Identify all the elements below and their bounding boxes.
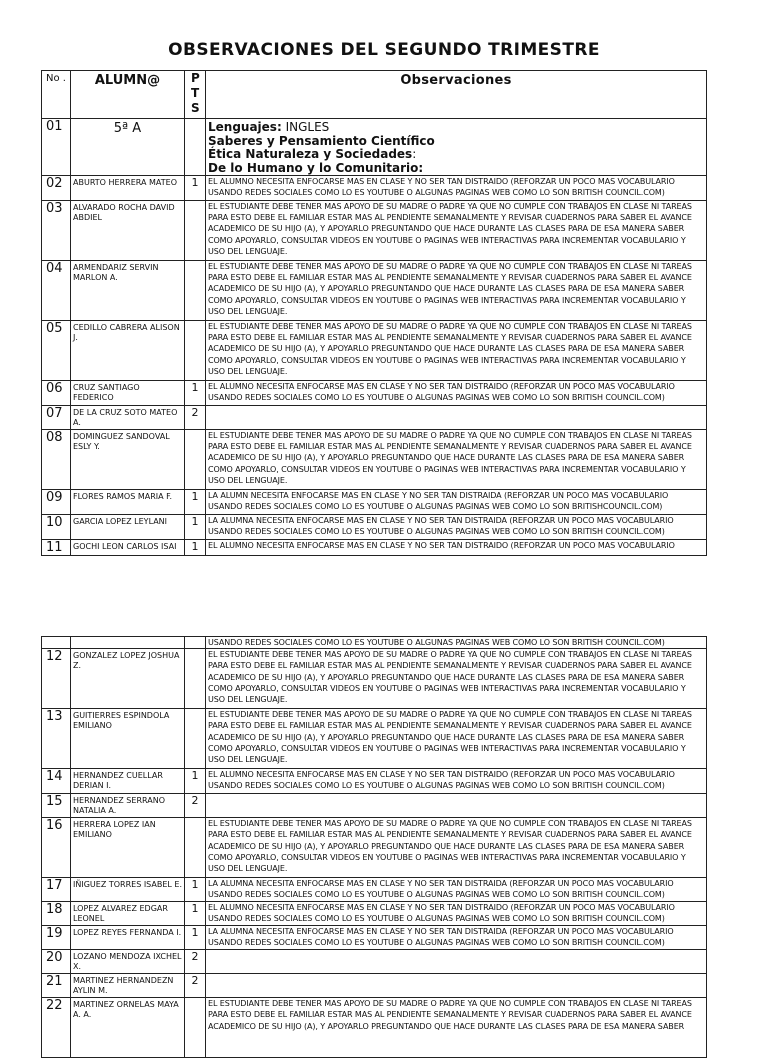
table-row xyxy=(42,902,707,926)
row-number: 21 xyxy=(42,974,71,998)
observation-text: EL ESTUDIANTE DEBE TENER MAS APOYO DE SU MADRE O PADRE YA QUE NO CUMPLE CON TRABAJOS EN CLASE NI TAREAS PARA ESTO DEBE EL FAMILIAR ESTAR MAS AL PENDIENTE SEMANALMENTE Y REVISAR CUADERNOS PARA SABER EL AVANCE ACADEMICO DE SU HIJO (A), Y APOYARLO PREGUNTANDO QUE HACE DURANTE LAS CLASES PARA DE ESA MANERA SABER COMO APOYARLO, CONSULTAR VIDEOS EN YOUTUBE O PAGINAS WEB INTERACTIVAS PARA INCREMENTAR VOCABULARIO Y USO DEL LENGUAJE. xyxy=(206,709,707,769)
table-row xyxy=(42,490,707,515)
header-no: No . xyxy=(42,71,71,119)
table-row xyxy=(42,406,707,430)
row-number: 16 xyxy=(42,818,71,878)
area-etica: Ética Naturaleza y Sociedades: xyxy=(208,147,417,161)
table-row xyxy=(42,176,707,201)
student-name: HERNANDEZ SERRANO NATALIA A. xyxy=(71,794,185,818)
row-number: 09 xyxy=(42,490,71,515)
student-pts xyxy=(185,321,206,381)
student-pts: 1 xyxy=(185,902,206,926)
student-pts: 1 xyxy=(185,515,206,540)
student-pts: 1 xyxy=(185,176,206,201)
table-row xyxy=(42,649,707,709)
student-name: CRUZ SANTIAGO FEDERICO xyxy=(71,381,185,406)
observation-text xyxy=(206,974,707,998)
row-number: 19 xyxy=(42,926,71,950)
observation-text: EL ESTUDIANTE DEBE TENER MAS APOYO DE SU MADRE O PADRE YA QUE NO CUMPLE CON TRABAJOS EN CLASE NI TAREAS PARA ESTO DEBE EL FAMILIAR ESTAR MAS AL PENDIENTE SEMANALMENTE Y REVISAR CUADERNOS PARA SABER EL AVANCE ACADEMICO DE SU HIJO (A), Y APOYARLO PREGUNTANDO QUE HACE DURANTE LAS CLASES PARA DE ESA MANERA SABER COMO APOYARLO, CONSULTAR VIDEOS EN YOUTUBE O PAGINAS WEB INTERACTIVAS PARA INCREMENTAR VOCABULARIO Y USO DEL LENGUAJE. xyxy=(206,430,707,490)
observation-text: LA ALUMNA NECESITA ENFOCARSE MAS EN CLASE Y NO SER TAN DISTRAIDA (REFORZAR UN POCO MAS VOCABULARIO USANDO REDES SOCIALES COMO LO ES YOUTUBE O ALGUNAS PAGINAS WEB COMO LO SON BRITISH COUNCIL.COM) xyxy=(206,515,707,540)
student-pts xyxy=(185,709,206,769)
table-row xyxy=(42,769,707,794)
learning-areas xyxy=(206,119,707,176)
student-name: LOPEZ ALVAREZ EDGAR LEONEL xyxy=(71,902,185,926)
student-name: ARMENDARIZ SERVIN MARLON A. xyxy=(71,261,185,321)
student-pts: 1 xyxy=(185,878,206,902)
observation-text: EL ESTUDIANTE DEBE TENER MAS APOYO DE SU MADRE O PADRE YA QUE NO CUMPLE CON TRABAJOS EN CLASE NI TAREAS PARA ESTO DEBE EL FAMILIAR ESTAR MAS AL PENDIENTE SEMANALMENTE Y REVISAR CUADERNOS PARA SABER EL AVANCE ACADEMICO DE SU HIJO (A), Y APOYARLO PREGUNTANDO QUE HACE DURANTE LAS CLASES PARA DE ESA MANERA SABER COMO APOYARLO, CONSULTAR VIDEOS EN YOUTUBE O PAGINAS WEB INTERACTIVAS PARA INCREMENTAR VOCABULARIO Y USO DEL LENGUAJE. xyxy=(206,818,707,878)
student-name: GUITIERRES ESPINDOLA EMILIANO xyxy=(71,709,185,769)
table-row xyxy=(42,998,707,1058)
observation-text: LA ALUMNA NECESITA ENFOCARSE MAS EN CLASE Y NO SER TAN DISTRAIDA (REFORZAR UN POCO MAS VOCABULARIO USANDO REDES SOCIALES COMO LO ES YOUTUBE O ALGUNAS PAGINAS WEB COMO LO SON BRITISH COUNCIL.COM) xyxy=(206,926,707,950)
table-row-continuation xyxy=(42,637,707,649)
student-name: LOPEZ REYES FERNANDA I. xyxy=(71,926,185,950)
student-pts: 2 xyxy=(185,406,206,430)
student-pts xyxy=(185,201,206,261)
row-number: 04 xyxy=(42,261,71,321)
student-name: IÑIGUEZ TORRES ISABEL E. xyxy=(71,878,185,902)
student-pts: 2 xyxy=(185,794,206,818)
observation-text: USANDO REDES SOCIALES COMO LO ES YOUTUBE O ALGUNAS PAGINAS WEB COMO LO SON BRITISH COUNCIL.COM) xyxy=(206,637,707,649)
table-row xyxy=(42,950,707,974)
student-name: HERNANDEZ CUELLAR DERIAN I. xyxy=(71,769,185,794)
observation-text xyxy=(206,794,707,818)
area-saberes: Saberes y Pensamiento Científico xyxy=(208,133,435,148)
group-label: 5ª A xyxy=(71,119,185,176)
observation-text: LA ALUMNA NECESITA ENFOCARSE MAS EN CLASE Y NO SER TAN DISTRAIDA (REFORZAR UN POCO MAS VOCABULARIO USANDO REDES SOCIALES COMO LO ES YOUTUBE O ALGUNAS PAGINAS WEB COMO LO SON BRITISH COUNCIL.COM) xyxy=(206,878,707,902)
header-pts-label: PTS xyxy=(191,71,200,115)
observation-text: EL ESTUDIANTE DEBE TENER MAS APOYO DE SU MADRE O PADRE YA QUE NO CUMPLE CON TRABAJOS EN CLASE NI TAREAS PARA ESTO DEBE EL FAMILIAR ESTAR MAS AL PENDIENTE SEMANALMENTE Y REVISAR CUADERNOS PARA SABER EL AVANCE ACADEMICO DE SU HIJO (A), Y APOYARLO PREGUNTANDO QUE HACE DURANTE LAS CLASES PARA DE ESA MANERA SABER COMO APOYARLO, CONSULTAR VIDEOS EN YOUTUBE O PAGINAS WEB INTERACTIVAS PARA INCREMENTAR VOCABULARIO Y USO DEL LENGUAJE. xyxy=(206,649,707,709)
student-name: ALVARADO ROCHA DAVID ABDIEL xyxy=(71,201,185,261)
table-row xyxy=(42,926,707,950)
table-row xyxy=(42,515,707,540)
observation-text xyxy=(206,406,707,430)
student-pts xyxy=(185,649,206,709)
table-row xyxy=(42,709,707,769)
table-row xyxy=(42,818,707,878)
pts-cell xyxy=(185,119,206,176)
student-name: GARCIA LOPEZ LEYLANI xyxy=(71,515,185,540)
student-name: DE LA CRUZ SOTO MATEO A. xyxy=(71,406,185,430)
header-pts xyxy=(185,71,206,119)
student-name: CEDILLO CABRERA ALISON J. xyxy=(71,321,185,381)
student-name: MARTINEZ HERNANDEZN AYLIN M. xyxy=(71,974,185,998)
table-row xyxy=(42,261,707,321)
table-row xyxy=(42,794,707,818)
observation-text: EL ALUMNO NECESITA ENFOCARSE MAS EN CLASE Y NO SER TAN DISTRAIDO (REFORZAR UN POCO MAS VOCABULARIO USANDO REDES SOCIALES COMO LO ES YOUTUBE O ALGUNAS PAGINAS WEB COMO LO SON BRITISH COUNCIL.COM) xyxy=(206,381,707,406)
row-number: 14 xyxy=(42,769,71,794)
row-number: 22 xyxy=(42,998,71,1058)
student-name: MARTINEZ ORNELAS MAYA A. A. xyxy=(71,998,185,1058)
table-row xyxy=(42,878,707,902)
row-number: 15 xyxy=(42,794,71,818)
student-pts xyxy=(185,998,206,1058)
header-alumno: ALUMN@ xyxy=(71,71,185,119)
observation-text: EL ALUMNO NECESITA ENFOCARSE MAS EN CLASE Y NO SER TAN DISTRAIDO (REFORZAR UN POCO MAS VOCABULARIO USANDO REDES SOCIALES COMO LO ES YOUTUBE O ALGUNAS PAGINAS WEB COMO LO SON BRITISH COUNCIL.COM) xyxy=(206,176,707,201)
student-name: ABURTO HERRERA MATEO xyxy=(71,176,185,201)
row-number: 06 xyxy=(42,381,71,406)
student-name: HERRERA LOPEZ IAN EMILIANO xyxy=(71,818,185,878)
student-name xyxy=(71,637,185,649)
area-humano: De lo Humano y lo Comunitario: xyxy=(208,160,424,175)
row-number: 05 xyxy=(42,321,71,381)
observation-text: EL ALUMNO NECESITA ENFOCARSE MAS EN CLASE Y NO SER TAN DISTRAIDO (REFORZAR UN POCO MAS VOCABULARIO xyxy=(206,540,707,556)
student-pts: 1 xyxy=(185,926,206,950)
header-observaciones: Observaciones xyxy=(206,71,707,119)
table-header-row xyxy=(42,71,707,119)
observation-text: EL ESTUDIANTE DEBE TENER MAS APOYO DE SU MADRE O PADRE YA QUE NO CUMPLE CON TRABAJOS EN CLASE NI TAREAS PARA ESTO DEBE EL FAMILIAR ESTAR MAS AL PENDIENTE SEMANALMENTE Y REVISAR CUADERNOS PARA SABER EL AVANCE ACADEMICO DE SU HIJO (A), Y APOYARLO PREGUNTANDO QUE HACE DURANTE LAS CLASES PARA DE ESA MANERA SABER xyxy=(206,998,707,1058)
student-pts: 2 xyxy=(185,974,206,998)
observation-text: EL ESTUDIANTE DEBE TENER MAS APOYO DE SU MADRE O PADRE YA QUE NO CUMPLE CON TRABAJOS EN CLASE NI TAREAS PARA ESTO DEBE EL FAMILIAR ESTAR MAS AL PENDIENTE SEMANALMENTE Y REVISAR CUADERNOS PARA SABER EL AVANCE ACADEMICO DE SU HIJO (A), Y APOYARLO PREGUNTANDO QUE HACE DURANTE LAS CLASES PARA DE ESA MANERA SABER COMO APOYARLO, CONSULTAR VIDEOS EN YOUTUBE O PAGINAS WEB INTERACTIVAS PARA INCREMENTAR VOCABULARIO Y USO DEL LENGUAJE. xyxy=(206,321,707,381)
table-row xyxy=(42,974,707,998)
row-number: 03 xyxy=(42,201,71,261)
table-row xyxy=(42,430,707,490)
student-pts: 1 xyxy=(185,490,206,515)
area-lenguajes: Lenguajes: INGLES xyxy=(208,120,330,134)
student-pts: 1 xyxy=(185,381,206,406)
table-row xyxy=(42,540,707,556)
student-name: FLORES RAMOS MARIA F. xyxy=(71,490,185,515)
student-pts: 2 xyxy=(185,950,206,974)
observations-table-page-1 xyxy=(41,70,707,556)
row-number xyxy=(42,637,71,649)
observation-text: EL ESTUDIANTE DEBE TENER MAS APOYO DE SU MADRE O PADRE YA QUE NO CUMPLE CON TRABAJOS EN CLASE NI TAREAS PARA ESTO DEBE EL FAMILIAR ESTAR MAS AL PENDIENTE SEMANALMENTE Y REVISAR CUADERNOS PARA SABER EL AVANCE ACADEMICO DE SU HIJO (A), Y APOYARLO PREGUNTANDO QUE HACE DURANTE LAS CLASES PARA DE ESA MANERA SABER COMO APOYARLO, CONSULTAR VIDEOS EN YOUTUBE O PAGINAS WEB INTERACTIVAS PARA INCREMENTAR VOCABULARIO Y USO DEL LENGUAJE. xyxy=(206,201,707,261)
row-number: 12 xyxy=(42,649,71,709)
row-number: 18 xyxy=(42,902,71,926)
row-number: 01 xyxy=(42,119,71,176)
observations-table-page-2 xyxy=(41,636,707,1058)
row-number: 07 xyxy=(42,406,71,430)
observation-text: EL ALUMNO NECESITA ENFOCARSE MAS EN CLASE Y NO SER TAN DISTRAIDO (REFORZAR UN POCO MAS VOCABULARIO USANDO REDES SOCIALES COMO LO ES YOUTUBE O ALGUNAS PAGINAS WEB COMO LO SON BRITISH COUNCIL.COM) xyxy=(206,902,707,926)
student-pts xyxy=(185,261,206,321)
observation-text: EL ALUMNO NECESITA ENFOCARSE MAS EN CLASE Y NO SER TAN DISTRAIDO (REFORZAR UN POCO MAS VOCABULARIO USANDO REDES SOCIALES COMO LO ES YOUTUBE O ALGUNAS PAGINAS WEB COMO LO SON BRITISH COUNCIL.COM) xyxy=(206,769,707,794)
student-pts: 1 xyxy=(185,540,206,556)
row-number: 11 xyxy=(42,540,71,556)
student-pts xyxy=(185,430,206,490)
row-number: 17 xyxy=(42,878,71,902)
observation-text: EL ESTUDIANTE DEBE TENER MAS APOYO DE SU MADRE O PADRE YA QUE NO CUMPLE CON TRABAJOS EN CLASE NI TAREAS PARA ESTO DEBE EL FAMILIAR ESTAR MAS AL PENDIENTE SEMANALMENTE Y REVISAR CUADERNOS PARA SABER EL AVANCE ACADEMICO DE SU HIJO (A), Y APOYARLO PREGUNTANDO QUE HACE DURANTE LAS CLASES PARA DE ESA MANERA SABER COMO APOYARLO, CONSULTAR VIDEOS EN YOUTUBE O PAGINAS WEB INTERACTIVAS PARA INCREMENTAR VOCABULARIO Y USO DEL LENGUAJE. xyxy=(206,261,707,321)
table-row xyxy=(42,321,707,381)
table-row xyxy=(42,201,707,261)
observation-text xyxy=(206,950,707,974)
table-row xyxy=(42,381,707,406)
document-title: OBSERVACIONES DEL SEGUNDO TRIMESTRE xyxy=(168,40,600,60)
row-number: 13 xyxy=(42,709,71,769)
student-pts: 1 xyxy=(185,769,206,794)
row-number: 08 xyxy=(42,430,71,490)
student-pts xyxy=(185,637,206,649)
student-name: DOMINGUEZ SANDOVAL ESLY Y. xyxy=(71,430,185,490)
student-pts xyxy=(185,818,206,878)
row-number: 20 xyxy=(42,950,71,974)
row-number: 10 xyxy=(42,515,71,540)
table-row xyxy=(42,119,707,176)
student-name: GOCHI LEON CARLOS ISAI xyxy=(71,540,185,556)
row-number: 02 xyxy=(42,176,71,201)
observation-text: LA ALUMN NECESITA ENFOCARSE MAS EN CLASE Y NO SER TAN DISTRAIDA (REFORZAR UN POCO MAS VOCABULARIO USANDO REDES SOCIALES COMO LO ES YOUTUBE O ALGUNAS PAGINAS WEB COMO LO SON BRITISHCOUNCIL.COM) xyxy=(206,490,707,515)
student-name: LOZANO MENDOZA IXCHEL X. xyxy=(71,950,185,974)
student-name: GONZALEZ LOPEZ JOSHUA Z. xyxy=(71,649,185,709)
